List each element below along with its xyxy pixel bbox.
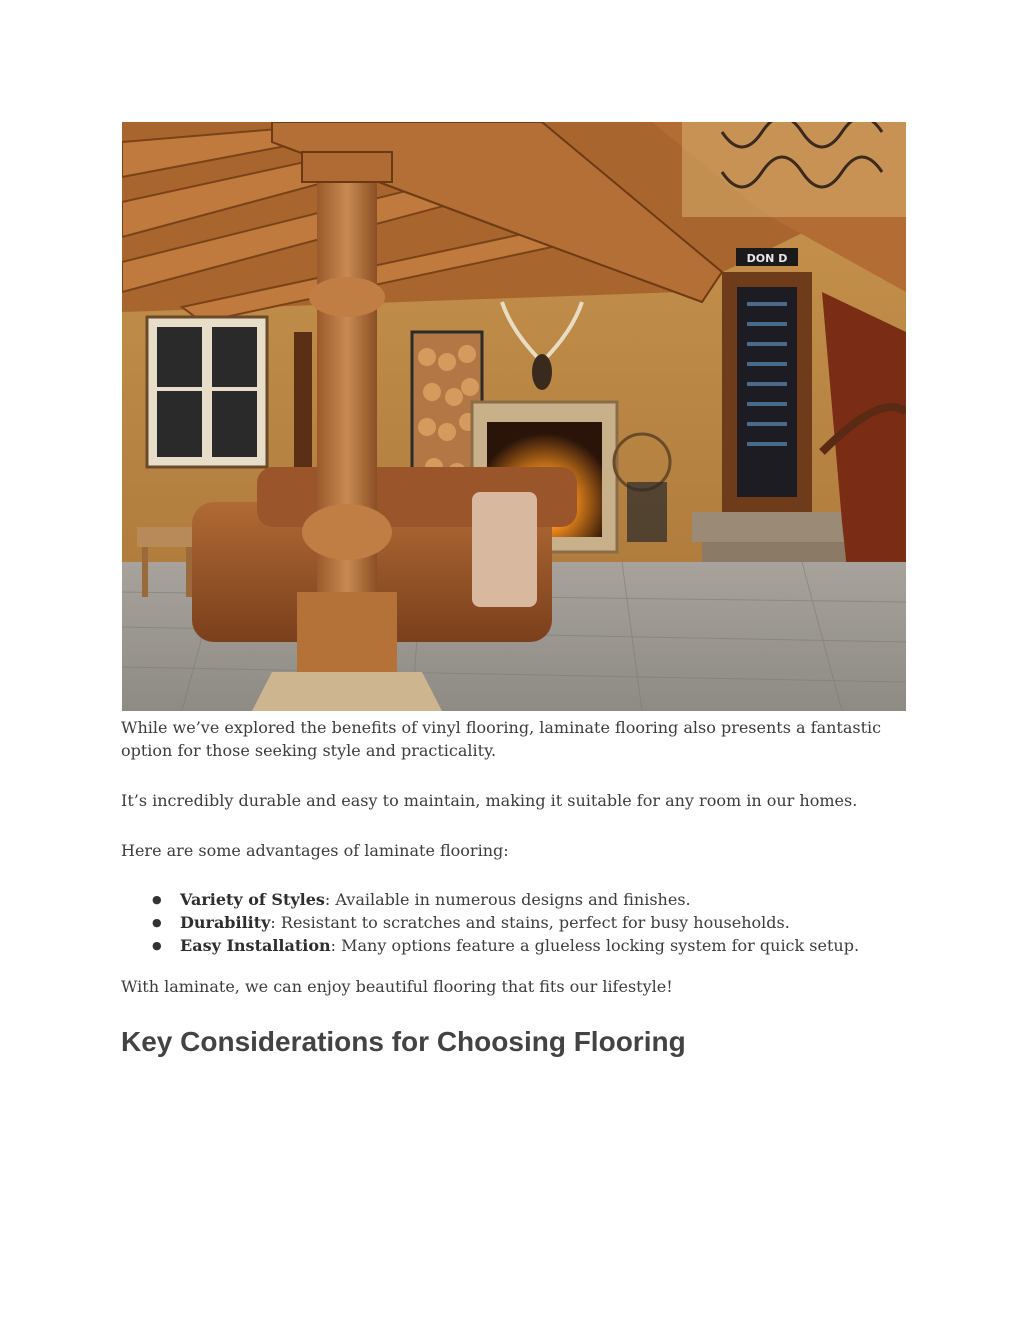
list-item-term: Easy Installation xyxy=(180,936,331,955)
list-item-description: : Resistant to scratches and stains, perfect for busy households. xyxy=(270,913,790,932)
section-heading: Key Considerations for Choosing Flooring xyxy=(121,1026,686,1057)
list-item-description: : Available in numerous designs and finishes. xyxy=(324,890,691,909)
list-item xyxy=(121,934,911,957)
bullet-icon: ● xyxy=(152,916,162,929)
living-room-photo xyxy=(122,122,906,711)
advantages-list xyxy=(121,888,911,957)
paragraph-intro: While we’ve explored the benefits of vinyl flooring, laminate flooring also presents a fantastic option for those seeking style and practicality. xyxy=(121,718,882,760)
bullet-icon: ● xyxy=(152,893,162,906)
door-sign-text: DON D xyxy=(746,252,788,265)
paragraph-advantages-intro: Here are some advantages of laminate flooring: xyxy=(121,841,509,860)
list-item xyxy=(121,911,911,934)
list-item-description: : Many options feature a glueless locking system for quick setup. xyxy=(330,936,860,955)
paragraph-closing: With laminate, we can enjoy beautiful flooring that fits our lifestyle! xyxy=(121,977,673,996)
bullet-icon: ● xyxy=(152,939,162,952)
list-item xyxy=(121,888,911,911)
list-item-term: Durability xyxy=(180,913,271,932)
paragraph-durable: It’s incredibly durable and easy to maintain, making it suitable for any room in our homes. xyxy=(121,791,858,810)
list-item-term: Variety of Styles xyxy=(180,890,325,909)
